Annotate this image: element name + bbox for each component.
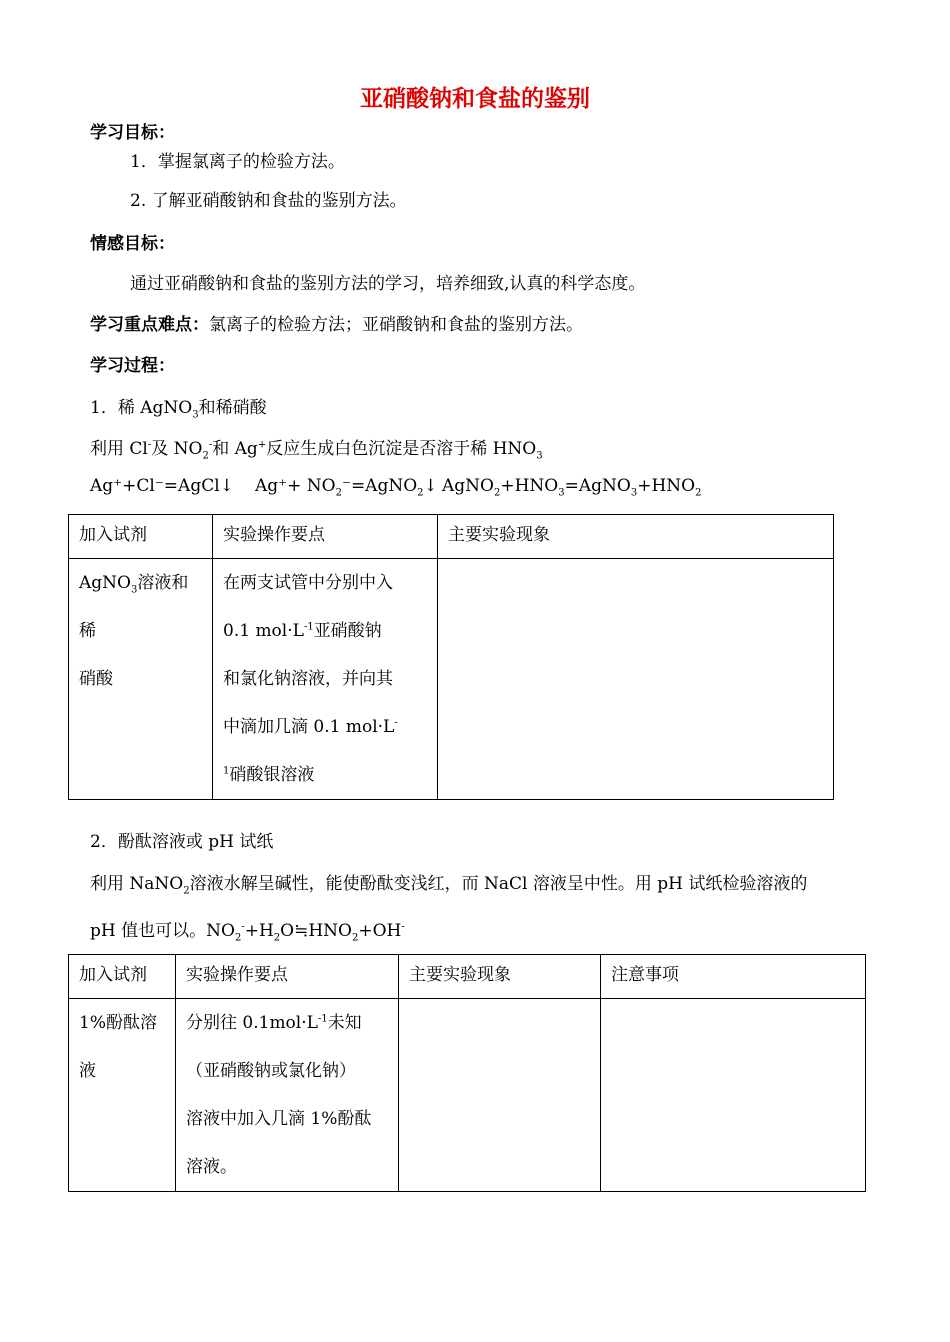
cell-notes: [601, 999, 866, 1192]
section1-table: [68, 514, 834, 800]
objective-item-1: 1．掌握氯离子的检验方法。: [130, 152, 345, 172]
equation-agno2-hno3: $AgNO_2+HNO_3=AgNO_3+HNO_2$: [442, 476, 702, 499]
header-notes: 注意事项: [601, 955, 866, 999]
cell-reagent: 1%酚酞溶 液: [69, 999, 176, 1192]
table-header-row: [69, 515, 834, 559]
equation-agno2: $Ag^++ NO_2^-=AgNO_2↓$: [255, 476, 438, 499]
keypoints-line: [90, 310, 583, 335]
section1-description: 利用 Cl-及 $NO_2^-$和 Ag+反应生成白色沉淀是否溶于稀 $HNO_3$: [90, 439, 543, 462]
section2-hydrolysis-equation: pH 值也可以。$NO_2^-+H_2O≒HNO_2+OH^-$: [90, 921, 405, 944]
process-heading: 学习过程：: [90, 356, 175, 376]
cell-operation: 在两支试管中分别中入 0.1 $mol\cdot L^{-1}$亚硝酸钠 和氯化钠溶液，并向其 中滴加几滴 0.1 mol·L- $^1$硝酸银溶液: [213, 559, 438, 800]
table-header-row: [69, 955, 866, 999]
cell-phenomenon: [399, 999, 601, 1192]
cell-operation: 分别往 $0.1mol\cdot L^{-1}$未知 （亚硝酸钠或氯化钠） 溶液中加入几滴 1%酚酞 溶液。: [176, 999, 399, 1192]
page-title: 亚硝酸钠和食盐的鉴别: [360, 86, 590, 112]
table-row: [69, 559, 834, 800]
keypoints-text: 氯离子的检验方法；亚硝酸钠和食盐的鉴别方法。: [209, 315, 583, 335]
header-phenomenon: 主要实验现象: [399, 955, 601, 999]
table-row: [69, 999, 866, 1192]
header-reagent: 加入试剂: [69, 515, 213, 559]
header-phenomenon: 主要实验现象: [438, 515, 834, 559]
section2-description: 利用 NaNO$_2$溶液水解呈碱性，能使酚酞变浅红，而 NaCl 溶液呈中性。用 pH 试纸检验溶液的: [90, 874, 808, 897]
header-operation: 实验操作要点: [176, 955, 399, 999]
header-reagent: 加入试剂: [69, 955, 176, 999]
emotion-text: 通过亚硝酸钠和食盐的鉴别方法的学习，培养细致,认真的科学态度。: [130, 274, 646, 294]
keypoints-heading: 学习重点难点：: [90, 315, 209, 335]
header-operation: 实验操作要点: [213, 515, 438, 559]
equation-agcl: Ag⁺+Cl⁻=AgCl↓: [90, 476, 234, 496]
cell-phenomenon: [438, 559, 834, 800]
objective-item-2: 2. 了解亚硝酸钠和食盐的鉴别方法。: [130, 191, 407, 211]
emotion-heading: 情感目标：: [90, 234, 175, 254]
section2-table: [68, 954, 866, 1192]
cell-reagent: AgNO$_3$溶液和稀 硝酸: [69, 559, 213, 800]
section1-title: 1．稀 AgNO$_3$和稀硝酸: [90, 398, 267, 421]
objectives-heading: 学习目标：: [90, 123, 175, 143]
section2-title: 2．酚酞溶液或 pH 试纸: [90, 832, 274, 852]
